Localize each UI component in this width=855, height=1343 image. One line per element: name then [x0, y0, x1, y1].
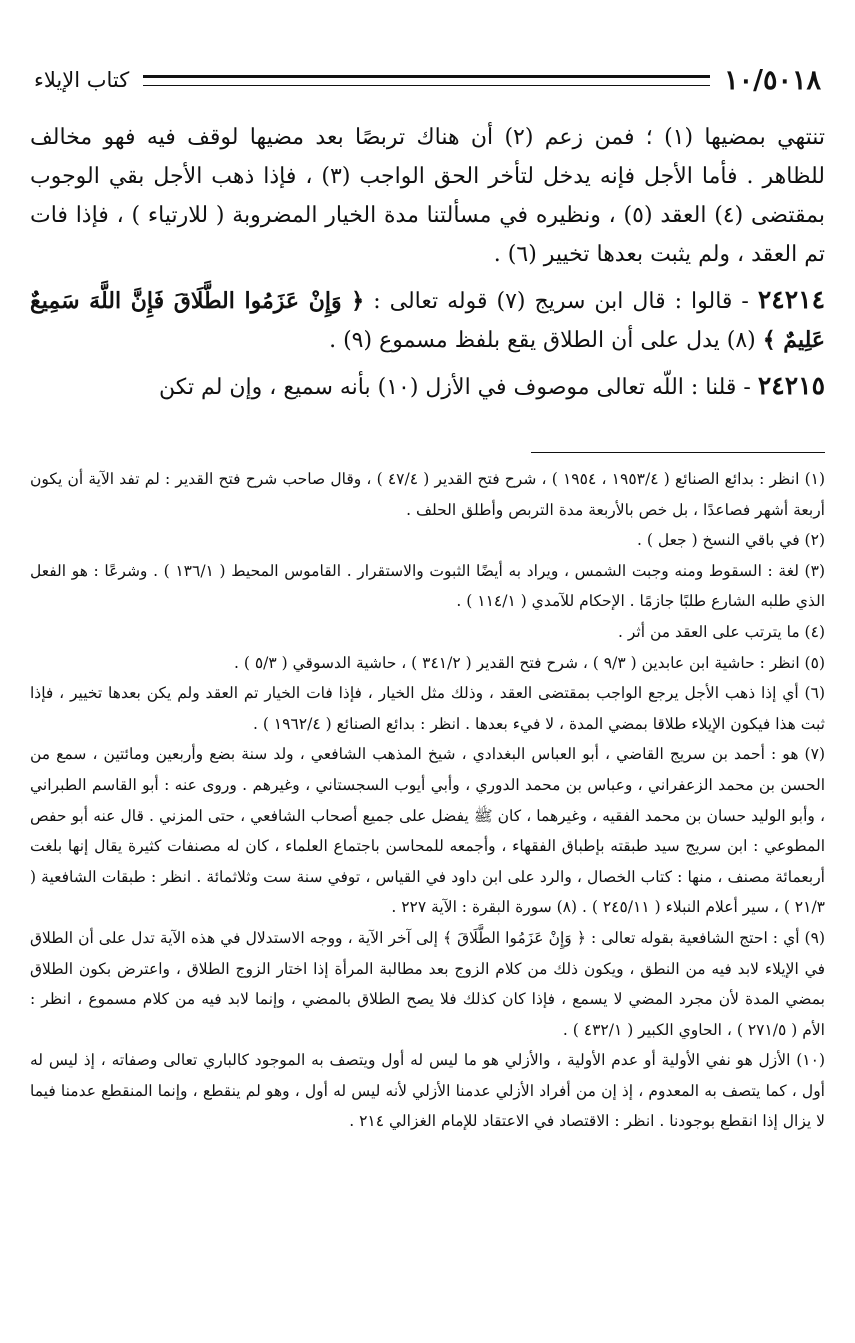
running-title: كتاب الإيلاء: [34, 68, 130, 92]
footnote-9: (٩) أي : احتج الشافعية بقوله تعالى : ﴿ وَإِنْ عَزَمُوا الطَّلَاقَ ﴾ إلى آخر الآية ، ووجه الاستدلال في هذه الآية تدل على أن الطلاق في الإيلاء لابد فيه من النطق ، ويكون ذلك من كلام الزوج بعد مطالبة المرأة إذا اختار الزوج الطلاق ، واعترض بكون الطلاق بمضي المدة لأن مجرد المضي لا يسمع ، فإذا كان كذلك فلا يصح الطلاق بالمضي ، وإنما لابد فيه من كلام مسموع ، انظر : الأم ( ٢٧١/٥ ) ، الحاوي الكبير ( ٤٣٢/١ ) .: [30, 928, 825, 1039]
paragraph-24215: [30, 366, 825, 407]
footnote-10: (١٠) الأزل هو نفي الأولية أو عدم الأولية ، والأزلي هو ما ليس له أول ويتصف به الموجود كالباري تعالى وصفاته ، إذ ليس له أول ، كما يتصف به المعدوم ، إذ إن من أفراد الأزلي عدمنا الأزلي لأنه ليس له أول ، وهو لم ينقطع ، وإنما المنقطع عدمنا فيما لا يزال إذا انقطع بوجودنا . انظر : الاقتصاد في الاعتقاد للإمام الغزالي ٢١٤ .: [30, 1051, 825, 1131]
paragraph-1: تنتهي بمضيها (١) ؛ فمن زعم (٢) أن هناك تربصًا بعد مضيها لوقف فيه فهو مخالف للظاهر . فأما الأجل فإنه يدخل لتأخر الحق الواجب (٣) ، فإذا ذهب الأجل بقي الوجوب بمقتضى (٤) العقد (٥) ، ونظيره في مسألتنا مدة الخيار المضروبة ( للارتياء ) ، فإذا فات تم العقد ، ولم يثبت بعدها تخيير (٦) .: [30, 125, 825, 267]
header-rule: [143, 75, 710, 86]
footnote-4: (٤) ما يترتب على العقد من أثر .: [617, 622, 825, 641]
quran-verse: ﴿ وَإِنْ عَزَمُوا الطَّلَاقَ فَإِنَّ اللَّهَ سَمِيعٌ عَلِيمٌ ﴾: [30, 288, 825, 353]
page-header: [34, 60, 821, 100]
footnote-5: (٥) انظر : حاشية ابن عابدين ( ٩/٣ ) ، شرح فتح القدير ( ٣٤١/٢ ) ، حاشية الدسوقي ( ٥/٣ ) .: [234, 653, 825, 672]
paragraph-text: (٨) يدل على أن الطلاق يقع بلفظ مسموع (٩) .: [329, 328, 763, 353]
footnote-7: (٧) هو : أحمد بن سريج القاضي ، أبو العباس البغدادي ، شيخ المذهب الشافعي ، ولد سنة بضع وأربعين ومائتين ، سمع من الحسن بن محمد الزعفراني ، وعباس بن محمد الدوري ، وأبي أيوب السجستاني ، وغيرهم . وروى عنه : أبو القاسم الطبراني ، وأبو الوليد حسان بن محمد الفقيه ، وغيرهما ، كان ﷺ يفضل على جميع أصحاب الشافعي ، حتى المزني . قال عنه أبو حفص المطوعي : ابن سريج سيد طبقته بإطباق الفقهاء ، وأجمعه للمحاسن باجتماع العلماء ، كان له مصنفات كثيرة يقال إنها بلغت أربعمائة مصنف ، منها : كتاب الخصال ، والرد على ابن داود في القياس ، توفي سنة ست وثلاثمائة . انظر : طبقات الشافعية ( ٢١/٣ ) ، سير أعلام النبلاء ( ٢٤٥/١١ ) . (٨) سورة البقرة : الآية ٢٢٧ .: [30, 745, 825, 917]
footnote-1: (١) انظر : بدائع الصنائع ( ١٩٥٣/٤ ، ١٩٥٤ ) ، شرح فتح القدير ( ٤٧/٤ ) ، وقال صاحب شرح فتح القدير : لم تفد الآية أن يكون أربعة أشهر فصاعدًا ، بل خص بالأربعة مدة التربص وأطلق الحلف .: [30, 470, 826, 519]
paragraph-text: - قالوا : قال ابن سريج (٧) قوله تعالى :: [364, 289, 758, 314]
footnotes: [30, 464, 825, 1137]
footnote-3: (٣) لغة : السقوط ومنه وجبت الشمس ، ويراد به أيضًا الثبوت والاستقرار . القاموس المحيط ( ١٣٦/١ ) . وشرعًا : هو الفعل الذي طلبه الشارع طلبًا جازمًا . الإحكام للآمدي ( ١١٤/١ ) .: [30, 561, 825, 611]
paragraph-text: - قلنا : اللّه تعالى موصوف في الأزل (١٠) بأنه سميع ، وإن لم تكن: [159, 375, 758, 400]
footnote-2: (٢) في باقي النسخ ( جعل ) .: [637, 531, 825, 550]
page-number: ١٠/٥٠١٨: [724, 64, 821, 96]
issue-number: ٢٤٢١٥: [757, 371, 825, 400]
paragraph-24214: [30, 280, 825, 360]
footnote-separator: [531, 452, 825, 453]
main-text: [30, 118, 825, 413]
issue-number: ٢٤٢١٤: [757, 285, 826, 314]
footnote-6: (٦) أي إذا ذهب الأجل يرجع الواجب بمقتضى العقد ، وذلك مثل الخيار ، فإذا فات الخيار تم العقد ولم يكن بعدها تخيير ، فإذا ثبت هذا فيكون الإيلاء طلاقا بمضي المدة ، لا فيء بعدها . انظر : بدائع الصنائع ( ١٩٦٢/٤ ) .: [30, 684, 825, 733]
